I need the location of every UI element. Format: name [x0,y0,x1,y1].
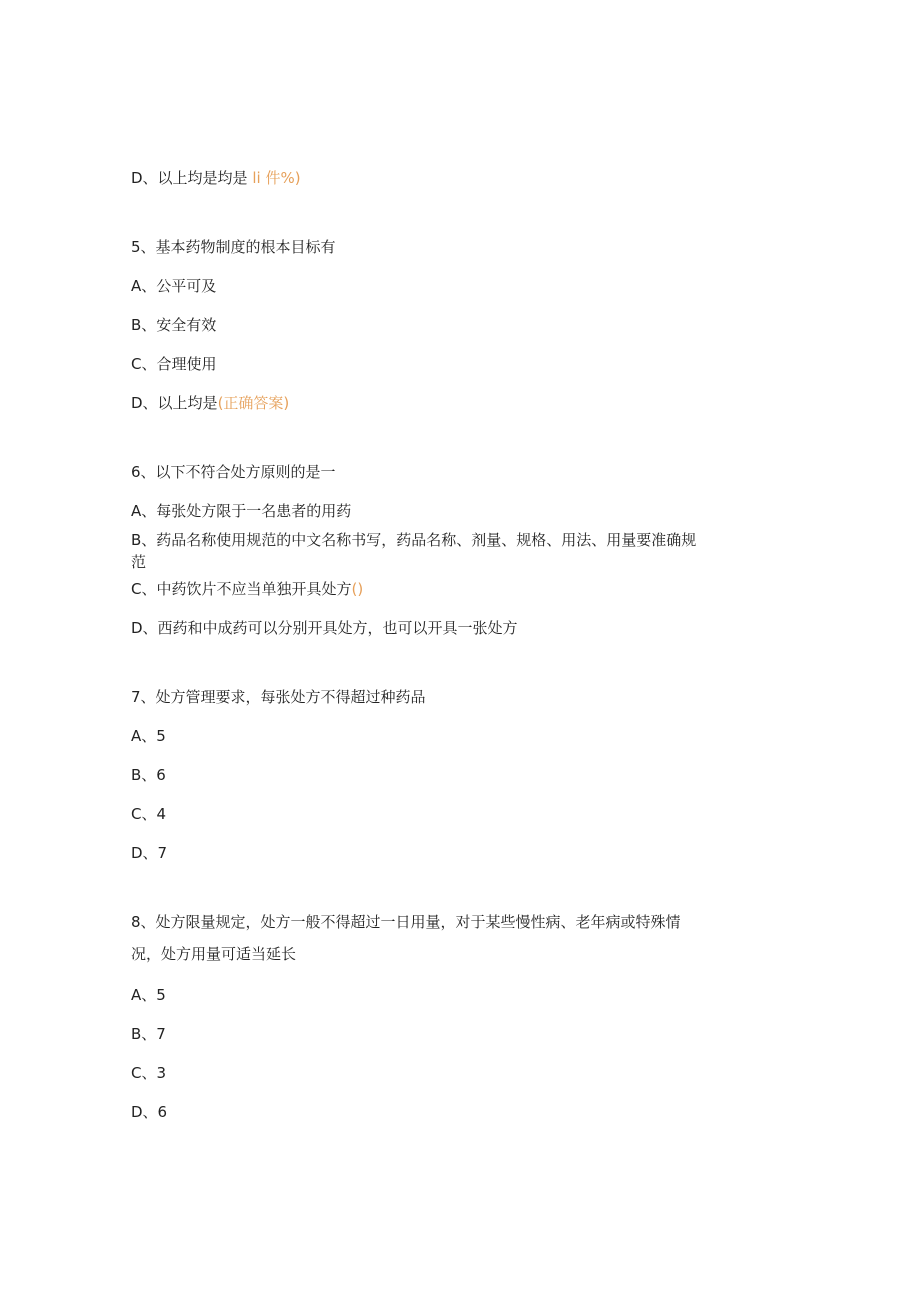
q5-answer-mark: (正确答案) [217,394,290,412]
q6-option-c-mark: () [351,580,364,598]
q6-option-b-line1: B、药品名称使用规范的中文名称书写，药品名称、剂量、规格、用法、用量要准确规 [131,531,697,549]
q5-option-b: B、安全有效 [131,316,217,334]
q6-question: 6、以下不符合处方原则的是一 [131,463,336,481]
q8-option-a: A、5 [131,986,166,1004]
q8-option-c: C、3 [131,1064,167,1082]
q6-option-d: D、西药和中成药可以分别开具处方，也可以开具一张处方 [131,619,518,637]
q6-option-c [131,578,363,600]
q4-answer-mark: li 件%) [252,169,301,187]
q6-option-c-text: C、中药饮片不应当单独开具处方 [131,580,352,598]
q5-option-d-text: D、以上均是 [131,394,218,412]
q7-option-c: C、4 [131,805,167,823]
q5-question: 5、基本药物制度的根本目标有 [131,238,336,256]
q5-option-c: C、合理使用 [131,355,217,373]
q6-option-a: A、每张处方限于一名患者的用药 [131,502,352,520]
q5-option-a: A、公平可及 [131,277,217,295]
q6-option-b-line2: 范 [131,553,147,571]
q7-option-b: B、6 [131,766,166,784]
q7-question: 7、处方管理要求，每张处方不得超过种药品 [131,688,426,706]
q4-option-d-text: D、以上均是均是 [131,169,248,187]
q8-option-b: B、7 [131,1025,166,1043]
q7-option-d: D、7 [131,844,168,862]
q8-option-d: D、6 [131,1103,168,1121]
q8-question-line2: 况，处方用量可适当延长 [131,945,297,963]
q5-option-d [131,392,289,414]
q8-question-line1: 8、处方限量规定，处方一般不得超过一日用量，对于某些慢性病、老年病或特殊情 [131,913,681,931]
q7-option-a: A、5 [131,727,166,745]
q4-option-d [131,167,301,189]
